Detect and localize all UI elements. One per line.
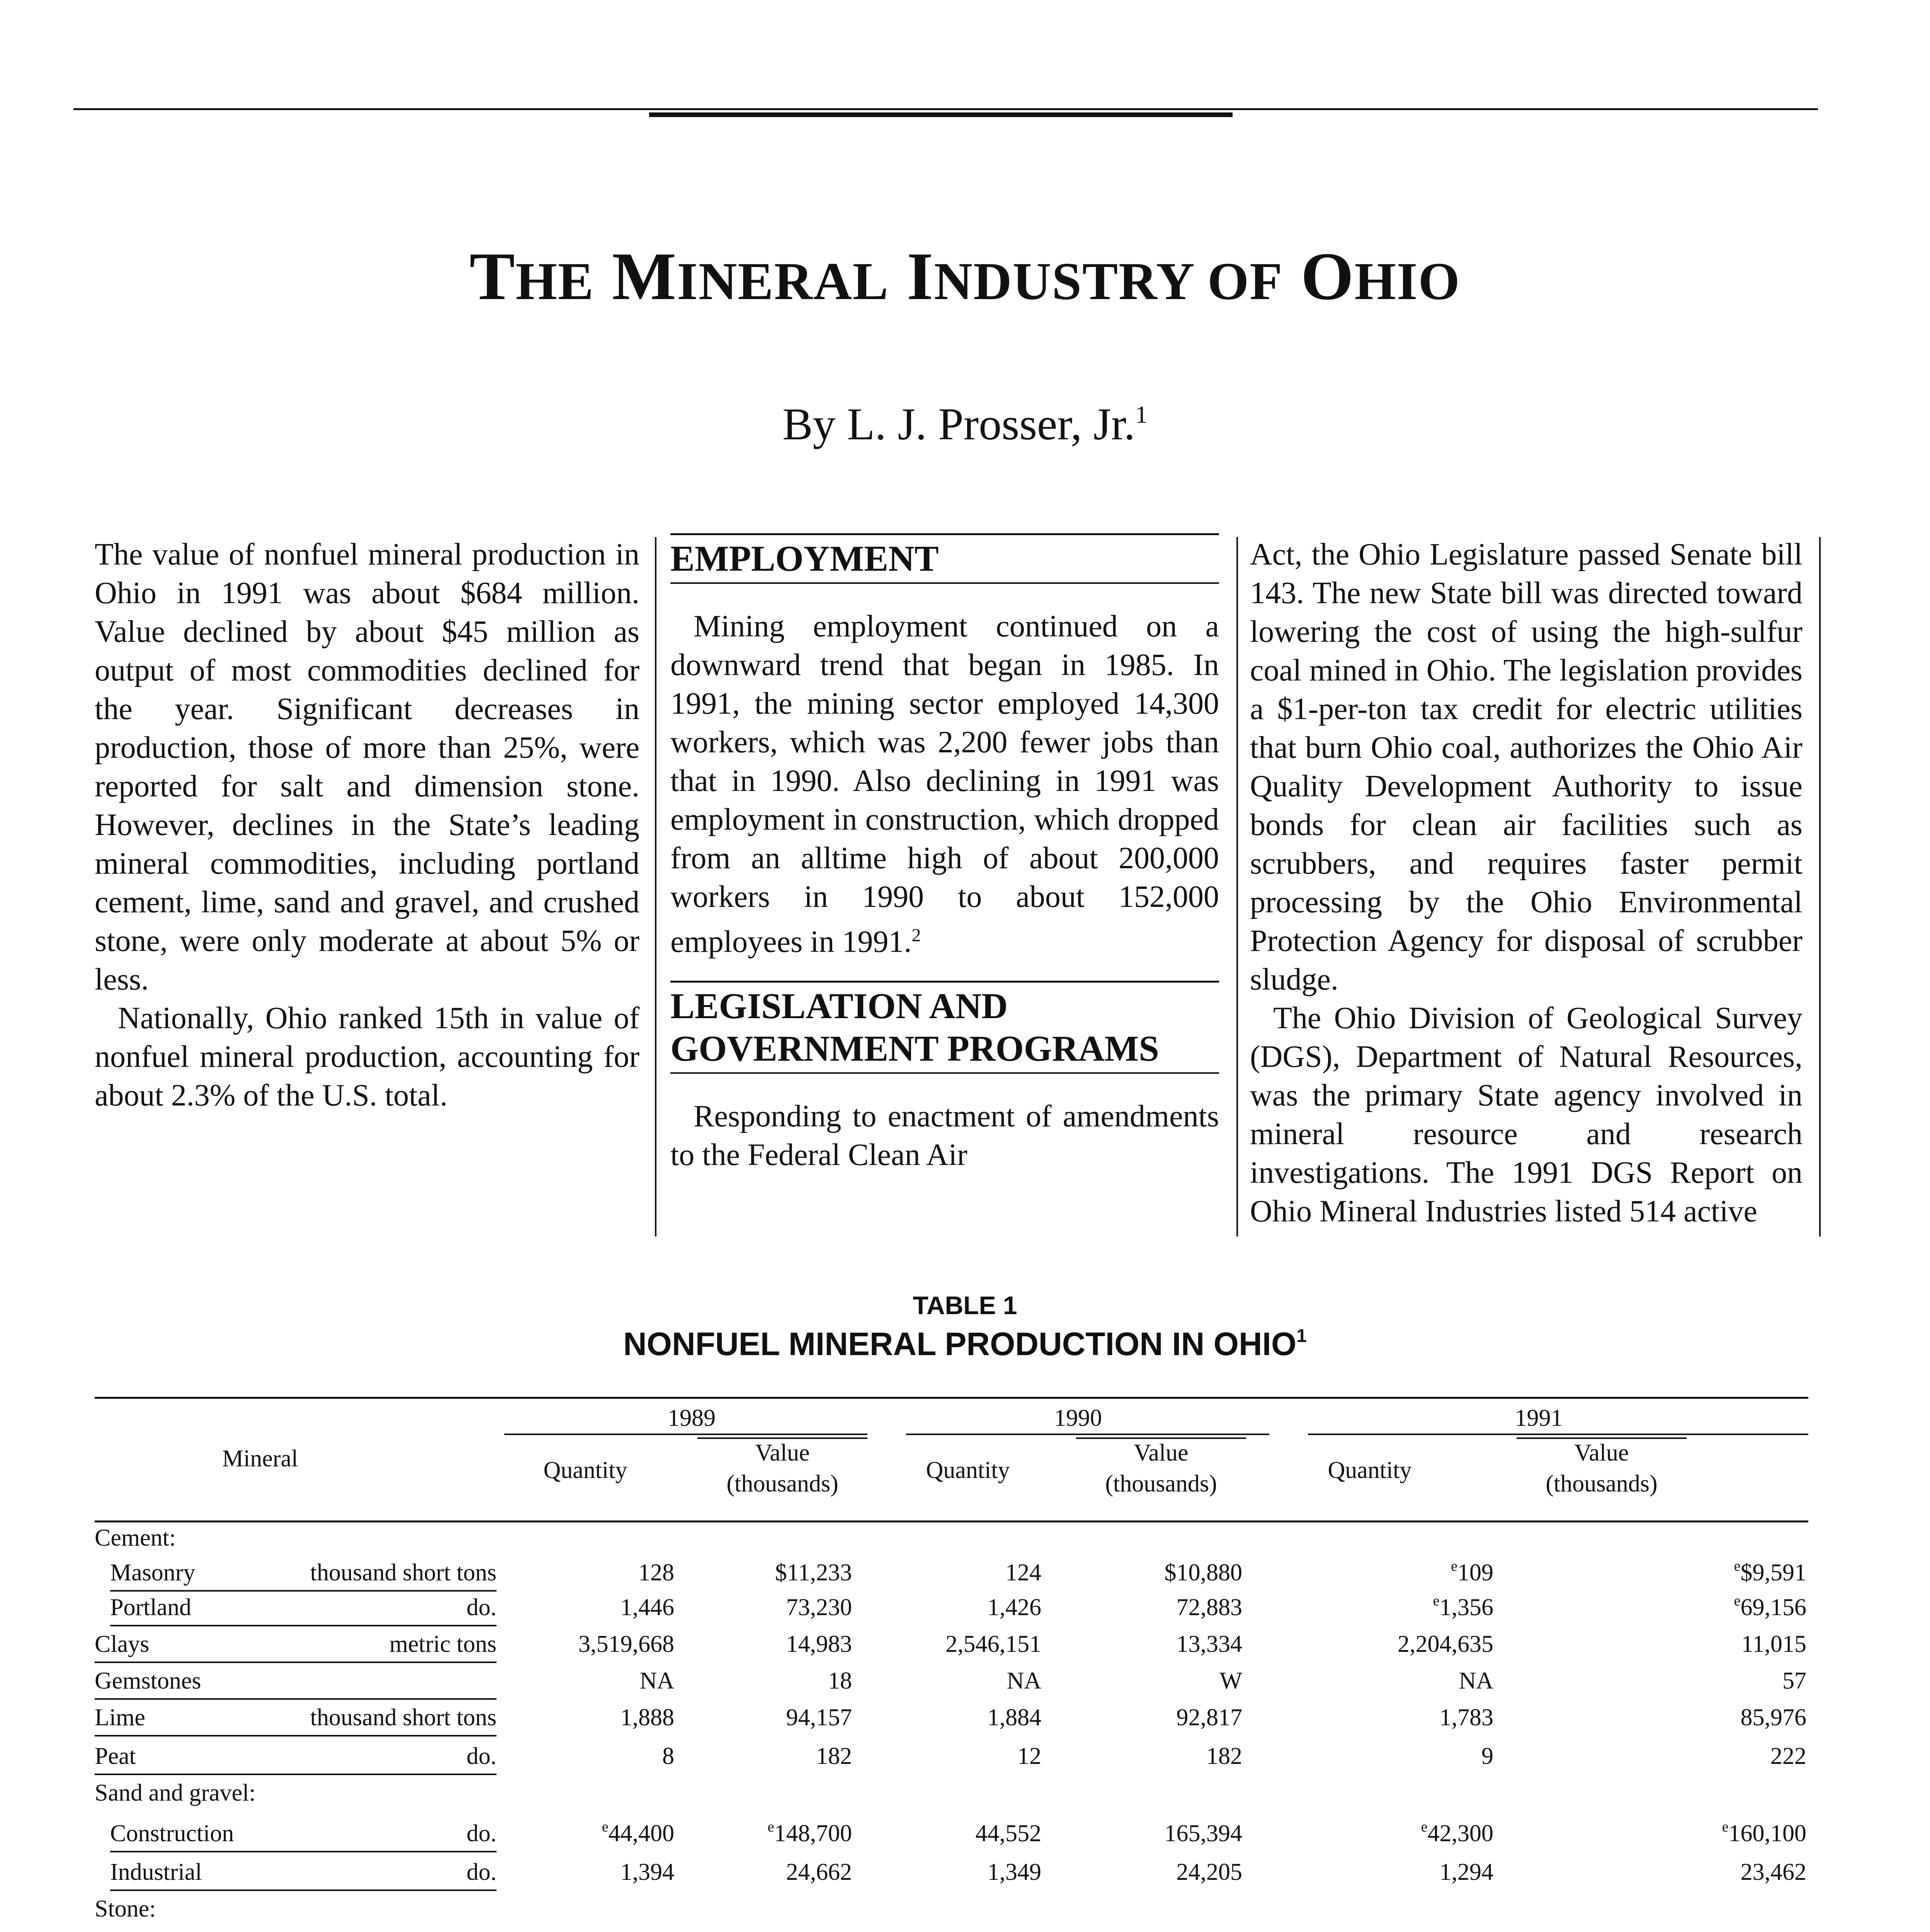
row-underline	[110, 1889, 497, 1891]
value-cell: 24,662	[786, 1859, 852, 1885]
top-rule	[73, 108, 1818, 110]
value-cell: 222	[1770, 1743, 1806, 1769]
section-heading-employment: EMPLOYMENT	[670, 533, 1219, 584]
quantity-cell: NA	[1459, 1668, 1493, 1694]
quantity-cell: 1,294	[1439, 1859, 1493, 1885]
value-cell: 85,976	[1740, 1704, 1806, 1731]
value-cell: 182	[1206, 1743, 1242, 1769]
quantity-cell: $^e$109	[1451, 1558, 1493, 1586]
value-header: Value	[1134, 1440, 1189, 1466]
value-cell: 18	[828, 1668, 852, 1694]
value-cell: $11,233	[775, 1560, 852, 1586]
unit-label: do.	[466, 1859, 497, 1885]
quantity-cell: NA	[639, 1668, 674, 1694]
group-label: Stone:	[95, 1896, 156, 1922]
value-rule	[697, 1437, 867, 1439]
quantity-cell: $^e$42,300	[1421, 1819, 1493, 1847]
value-cell: $^e$148,700	[767, 1819, 852, 1847]
table-title: NONFUEL MINERAL PRODUCTION IN OHIO$^1$	[623, 1326, 1307, 1362]
row-underline	[110, 1851, 497, 1852]
year-header: 1990	[1054, 1405, 1102, 1431]
section-heading-legislation: LEGISLATION AND GOVERNMENT PROGRAMS	[670, 981, 1219, 1074]
value-cell: $^e$\$9,591	[1734, 1558, 1806, 1586]
unit-label: do.	[466, 1594, 497, 1621]
quantity-cell: 1,783	[1439, 1704, 1493, 1731]
quantity-cell: 124	[1005, 1560, 1041, 1586]
value-cell: 72,883	[1176, 1594, 1242, 1621]
quantity-cell: 1,884	[987, 1704, 1041, 1731]
row-underline	[95, 1774, 497, 1775]
byline: By L. J. Prosser, Jr.$^1$	[782, 399, 1148, 449]
year-rule	[906, 1434, 1269, 1435]
quantity-cell: 128	[638, 1560, 674, 1586]
quantity-cell: 9	[1481, 1743, 1493, 1769]
row-underline	[95, 1698, 497, 1700]
mineral-name: Gemstones	[95, 1668, 201, 1694]
value-cell: 182	[816, 1743, 852, 1769]
value-header-unit: (thousands)	[1105, 1471, 1217, 1497]
paragraph: Act, the Ohio Legislature passed Senate bill 143. The new State bill was directed toward lowering the cost of using the high-sulfur coal mined in Ohio. The legislation provides a $1-per-ton tax credit for electric utilities that burn Ohio coal, authorizes the Ohio Air Quality Development Authority to issue bonds for clean air facilities such as scrubbers, and requires faster permit processing by the Ohio Environmental Protection Agency for disposal of scrubber sludge.	[1250, 537, 1802, 997]
row-underline	[95, 1662, 497, 1663]
table-label: TABLE 1	[913, 1291, 1017, 1320]
year-rule	[1308, 1434, 1808, 1435]
value-header: Value	[1574, 1440, 1629, 1466]
paragraph: Nationally, Ohio ranked 15th in value of nonfuel mineral production, accounting for about 2.3% of the U.S. total.	[95, 1001, 639, 1112]
paragraph: Mining employment continued on a downward trend that began in 1985. In 1991, the mining sector employed 14,300 workers, which was 2,200 fewer jobs than that in 1990. Also declining in 1991 was employment in construction, which dropped from an alltime high of about 200,000 workers in 1990 to about 152,000 employees in 1991.$^2$	[670, 609, 1219, 959]
value-header-unit: (thousands)	[726, 1471, 838, 1497]
value-cell: 23,462	[1740, 1859, 1806, 1885]
value-cell: 94,157	[786, 1704, 852, 1731]
mineral-name: Lime	[95, 1704, 145, 1731]
quantity-cell: 1,426	[987, 1594, 1041, 1621]
value-cell: $^e$160,100	[1722, 1819, 1806, 1847]
value-cell: 11,015	[1741, 1631, 1806, 1657]
quantity-cell: 8	[662, 1743, 674, 1769]
value-cell: 165,394	[1164, 1820, 1242, 1847]
quantity-cell: $^e$44,400	[602, 1819, 674, 1847]
quantity-cell: 3,519,668	[578, 1631, 674, 1657]
paragraph: Responding to enactment of amendments to the Federal Clean Air	[670, 1099, 1219, 1172]
value-rule	[1517, 1437, 1687, 1439]
value-cell: $10,880	[1164, 1560, 1242, 1586]
unit-label: metric tons	[389, 1631, 497, 1657]
value-cell: 92,817	[1176, 1704, 1242, 1731]
text-column-2	[670, 533, 1219, 1174]
quantity-cell: 12	[1017, 1743, 1041, 1769]
table-top-rule	[95, 1397, 1808, 1399]
value-cell: 14,983	[786, 1631, 852, 1657]
mineral-name: Portland	[110, 1594, 192, 1621]
text-column-3	[1250, 535, 1802, 1231]
group-label: Cement:	[95, 1525, 176, 1551]
value-header: Value	[755, 1440, 810, 1466]
mineral-name: Construction	[110, 1820, 234, 1847]
year-header: 1991	[1515, 1405, 1563, 1431]
value-header-unit: (thousands)	[1546, 1471, 1658, 1497]
mineral-header: Mineral	[222, 1446, 298, 1472]
value-cell: $^e$69,156	[1734, 1593, 1806, 1621]
mineral-name: Clays	[95, 1631, 150, 1657]
quantity-cell: 2,204,635	[1398, 1631, 1493, 1657]
unit-label: thousand short tons	[310, 1704, 497, 1731]
value-rule	[1076, 1437, 1246, 1439]
quantity-cell: 44,552	[975, 1820, 1041, 1847]
row-underline	[110, 1625, 497, 1626]
unit-label: thousand short tons	[310, 1560, 497, 1586]
value-cell: 57	[1782, 1668, 1806, 1694]
quantity-cell: 1,446	[620, 1594, 674, 1621]
quantity-header: Quantity	[926, 1457, 1010, 1483]
column-divider	[1236, 537, 1238, 1236]
table-header-rule	[95, 1520, 1808, 1522]
value-cell: W	[1219, 1668, 1242, 1694]
value-cell: 24,205	[1176, 1859, 1242, 1885]
value-cell: 13,334	[1176, 1631, 1242, 1657]
mineral-name: Masonry	[110, 1560, 196, 1586]
column-divider	[1819, 537, 1821, 1236]
unit-label: do.	[466, 1743, 497, 1769]
quantity-cell: $^e$1,356	[1433, 1593, 1493, 1621]
quantity-header: Quantity	[543, 1457, 627, 1483]
group-label: Sand and gravel:	[95, 1780, 256, 1806]
column-divider	[655, 537, 656, 1236]
page-title: THE MINERAL INDUSTRY OF OHIO	[469, 239, 1461, 314]
mineral-name: Industrial	[110, 1859, 202, 1885]
year-header: 1989	[668, 1405, 716, 1431]
unit-label: do.	[466, 1820, 497, 1847]
row-underline	[95, 1735, 497, 1736]
quantity-cell: 1,349	[987, 1859, 1041, 1885]
top-rule-accent	[649, 112, 1233, 117]
paragraph: The Ohio Division of Geological Survey (DGS), Department of Natural Resources, was the primary State agency involved in mineral resource and research investigations. The 1991 DGS Report on Ohio Mineral Industries listed 514 active	[1250, 1001, 1802, 1228]
quantity-cell: 1,394	[620, 1859, 674, 1885]
year-rule	[504, 1434, 867, 1435]
row-underline	[110, 1590, 497, 1592]
quantity-header: Quantity	[1328, 1457, 1412, 1483]
mineral-name: Peat	[95, 1743, 136, 1769]
quantity-cell: 2,546,151	[945, 1631, 1041, 1657]
quantity-cell: NA	[1007, 1668, 1041, 1694]
quantity-cell: 1,888	[620, 1704, 674, 1731]
paragraph: The value of nonfuel mineral production in Ohio in 1991 was about $684 million. Value declined by about $45 million as output of most commodities declined for the year. Significant decreases in production, those of more than 25%, were reported for salt and dimension stone. However, declines in the State’s leading mineral commodities, including portland cement, lime, sand and gravel, and crushed stone, were only moderate at about 5% or less.	[95, 537, 639, 997]
value-cell: 73,230	[786, 1594, 852, 1621]
text-column-1	[95, 535, 639, 1115]
